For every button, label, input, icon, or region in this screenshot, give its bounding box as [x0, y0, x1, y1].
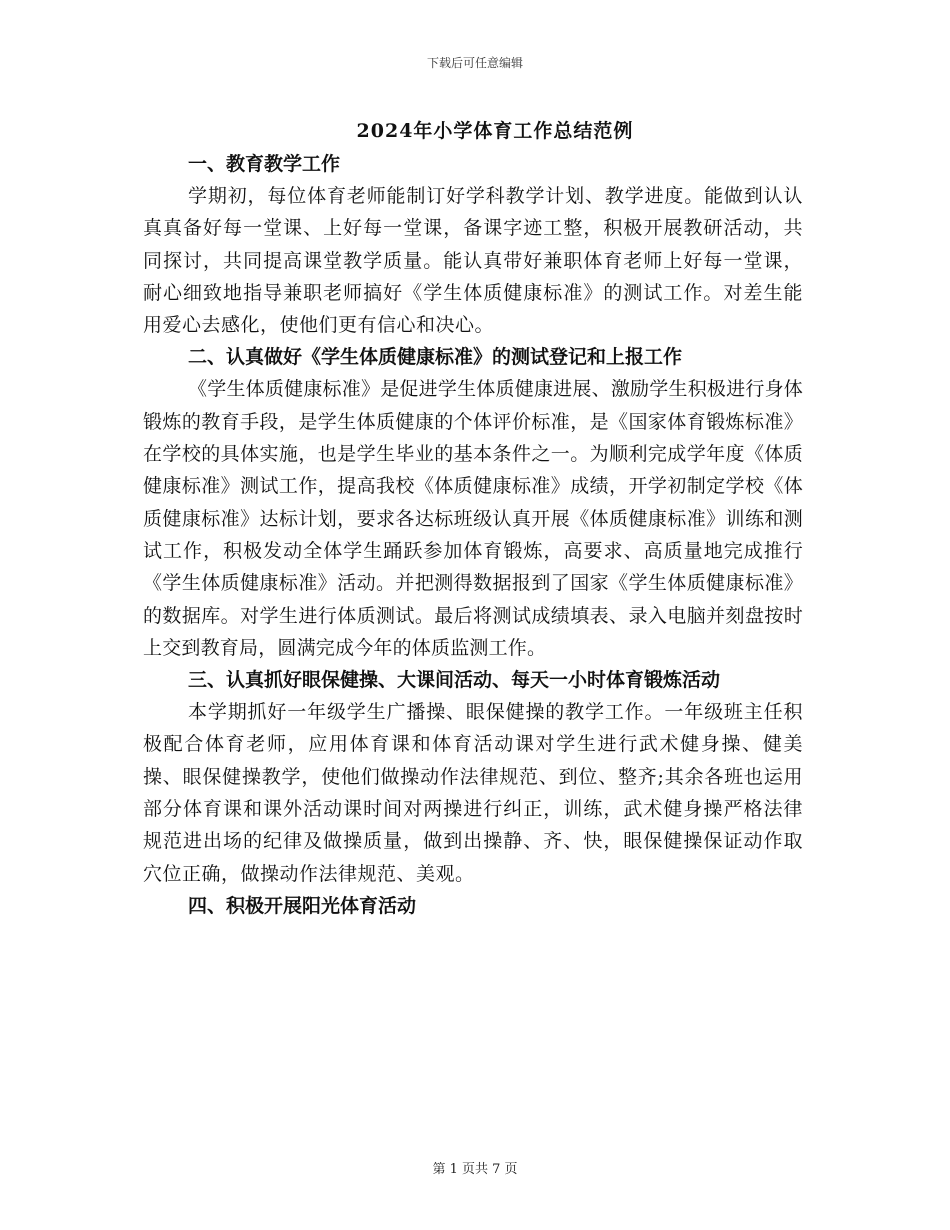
- section-heading-3: 三、认真抓好眼保健操、大课间活动、每天一小时体育锻炼活动: [188, 669, 721, 692]
- section-paragraph-3: 本学期抓好一年级学生广播操、眼保健操的教学工作。一年级班主任积极配合体育老师，应用体育课和体育活动课对学生进行武术健身操、健美操、眼保健操教学，使他们做操动作法律规范、到位、整齐;其余各班也运用部分体育课和课外活动课时间对两操进行纠正，训练，武术健身操严格法律规范进出场的纪律及做操质量，做到出操静、齐、快，眼保健操保证动作取穴位正确，做操动作法律规范、美观。: [143, 701, 803, 885]
- document-body: [143, 148, 803, 922]
- document-title: 2024年小学体育工作总结范例: [356, 120, 634, 142]
- section-heading-1: 一、教育教学工作: [188, 153, 341, 175]
- section-heading-2: 二、认真做好《学生体质健康标准》的测试登记和上报工作: [188, 346, 683, 369]
- section-heading-4: 四、积极开展阳光体育活动: [188, 894, 417, 917]
- section-paragraph-2: 《学生体质健康标准》是促进学生体质健康进展、激励学生积极进行身体锻炼的教育手段，是学生体质健康的个体评价标准，是《国家体育锻炼标准》在学校的具体实施，也是学生毕业的基本条件之一。为顺利完成学年度《体质健康标准》测试工作，提高我校《体质健康标准》成绩，开学初制定学校《体质健康标准》达标计划，要求各达标班级认真开展《体质健康标准》训练和测试工作，积极发动全体学生踊跃参加体育锻炼，高要求、高质量地完成推行《学生体质健康标准》活动。并把测得数据报到了国家《学生体质健康标准》的数据库。对学生进行体质测试。最后将测试成绩填表、录入电脑并刻盘按时上交到教育局，圆满完成今年的体质监测工作。: [143, 378, 803, 659]
- page-footer: 第 1 页共 7 页: [432, 1162, 518, 1177]
- header-note: 下载后可任意编辑: [426, 56, 523, 70]
- section-paragraph-1: 学期初，每位体育老师能制订好学科教学计划、教学进度。能做到认认真真备好每一堂课、上好每一堂课，备课字迹工整，积极开展教研活动，共同探讨，共同提高课堂教学质量。能认真带好兼职体育老师上好每一堂课，耐心细致地指导兼职老师搞好《学生体质健康标准》的测试工作。对差生能用爱心去感化，使他们更有信心和决心。: [143, 185, 803, 337]
